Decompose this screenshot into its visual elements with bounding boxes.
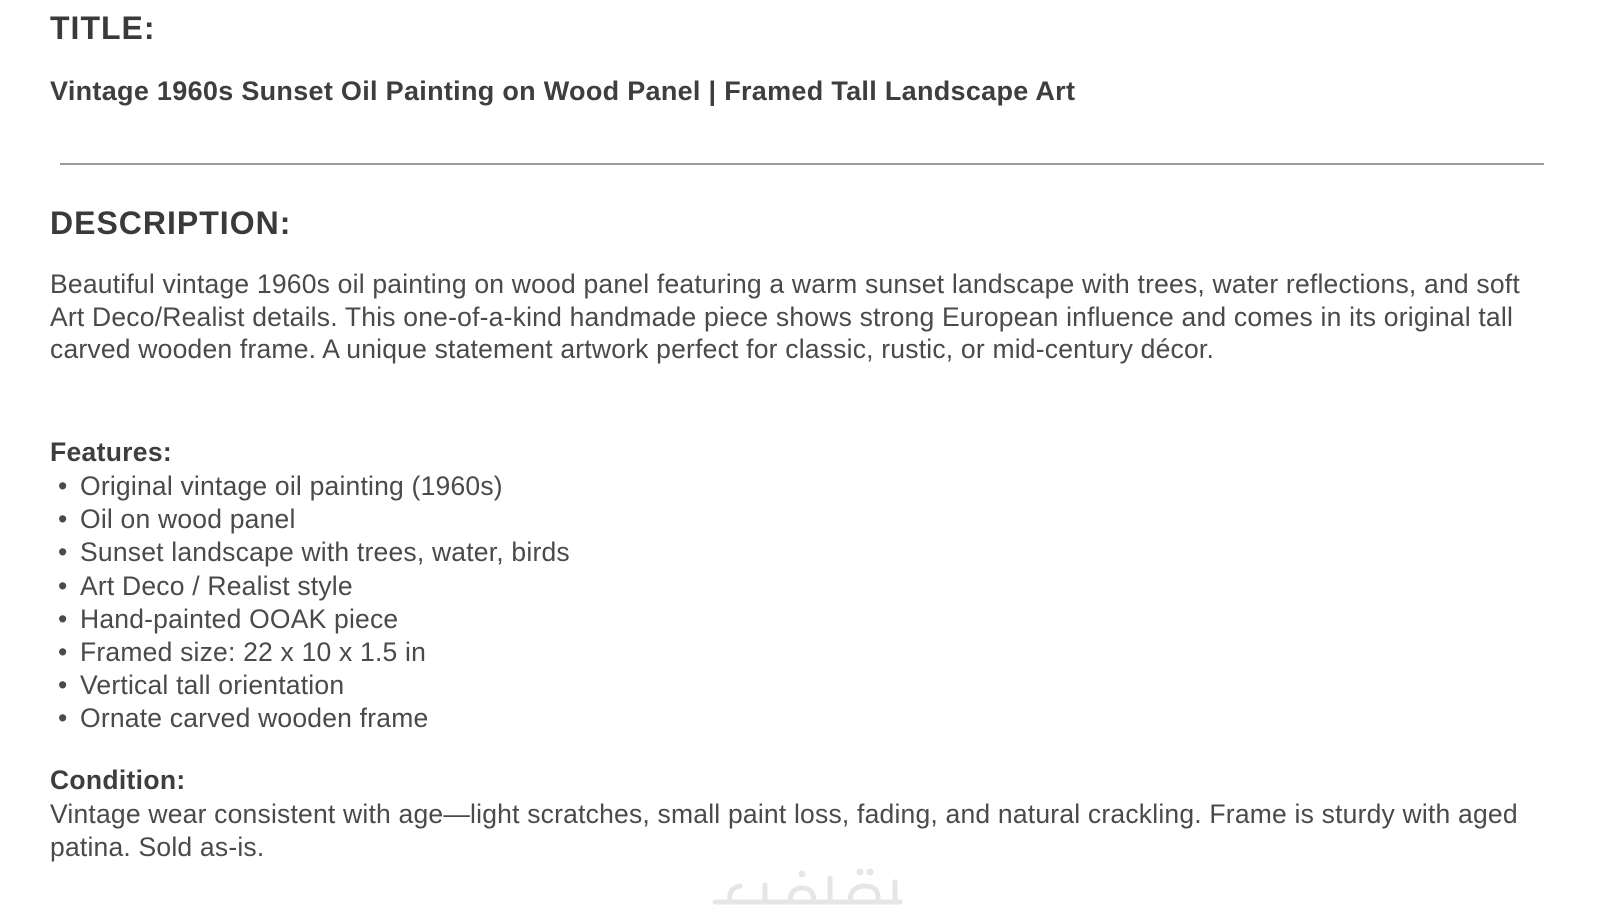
features-list: [58, 470, 570, 736]
bullet-icon: •: [58, 504, 68, 535]
feature-text: Ornate carved wooden frame: [80, 703, 429, 734]
feature-item: [58, 470, 570, 503]
bullet-icon: •: [58, 637, 68, 668]
feature-text: Framed size: 22 x 10 x 1.5 in: [80, 637, 427, 668]
bullet-icon: •: [58, 537, 68, 568]
condition-body: Vintage wear consistent with age—light scratches, small paint loss, fading, and natural crackling. Frame is sturdy with aged patina. Sold as-is.: [50, 799, 1518, 862]
feature-text: Hand-painted OOAK piece: [80, 603, 399, 634]
feature-text: Art Deco / Realist style: [80, 570, 353, 601]
feature-item: [58, 669, 570, 702]
listing-title: Vintage 1960s Sunset Oil Painting on Wood Panel | Framed Tall Landscape Art: [50, 76, 1076, 106]
bullet-icon: •: [58, 670, 68, 701]
feature-text: Vertical tall orientation: [80, 670, 345, 701]
feature-text: Original vintage oil painting (1960s): [80, 471, 503, 501]
bullet-icon: •: [58, 570, 68, 601]
bullet-icon: •: [58, 471, 68, 501]
features-label: Features:: [50, 437, 172, 467]
feature-text: Sunset landscape with trees, water, birds: [80, 537, 570, 568]
listing-page: [50, 0, 1550, 920]
bullet-icon: •: [58, 703, 68, 734]
feature-text: Oil on wood panel: [80, 504, 296, 535]
feature-item: [58, 536, 570, 569]
feature-item: [58, 603, 570, 636]
condition-label: Condition:: [50, 765, 186, 795]
feature-item: [58, 702, 570, 735]
description-label: DESCRIPTION:: [50, 205, 292, 241]
feature-item: [58, 570, 570, 603]
feature-item: [58, 503, 570, 536]
title-label: TITLE:: [50, 10, 156, 46]
bullet-icon: •: [58, 603, 68, 634]
section-divider: [60, 163, 1544, 165]
khamsat-watermark-logo: [710, 860, 905, 915]
feature-item: [58, 636, 570, 669]
description-body: Beautiful vintage 1960s oil painting on wood panel featuring a warm sunset landscape with trees, water reflections, and soft Art Deco/Realist details. This one-of-a-kind handmade piece shows strong European influence and comes in its original tall carved wooden frame. A unique statement artwork perfect for classic, rustic, or mid-century décor.: [50, 269, 1520, 364]
